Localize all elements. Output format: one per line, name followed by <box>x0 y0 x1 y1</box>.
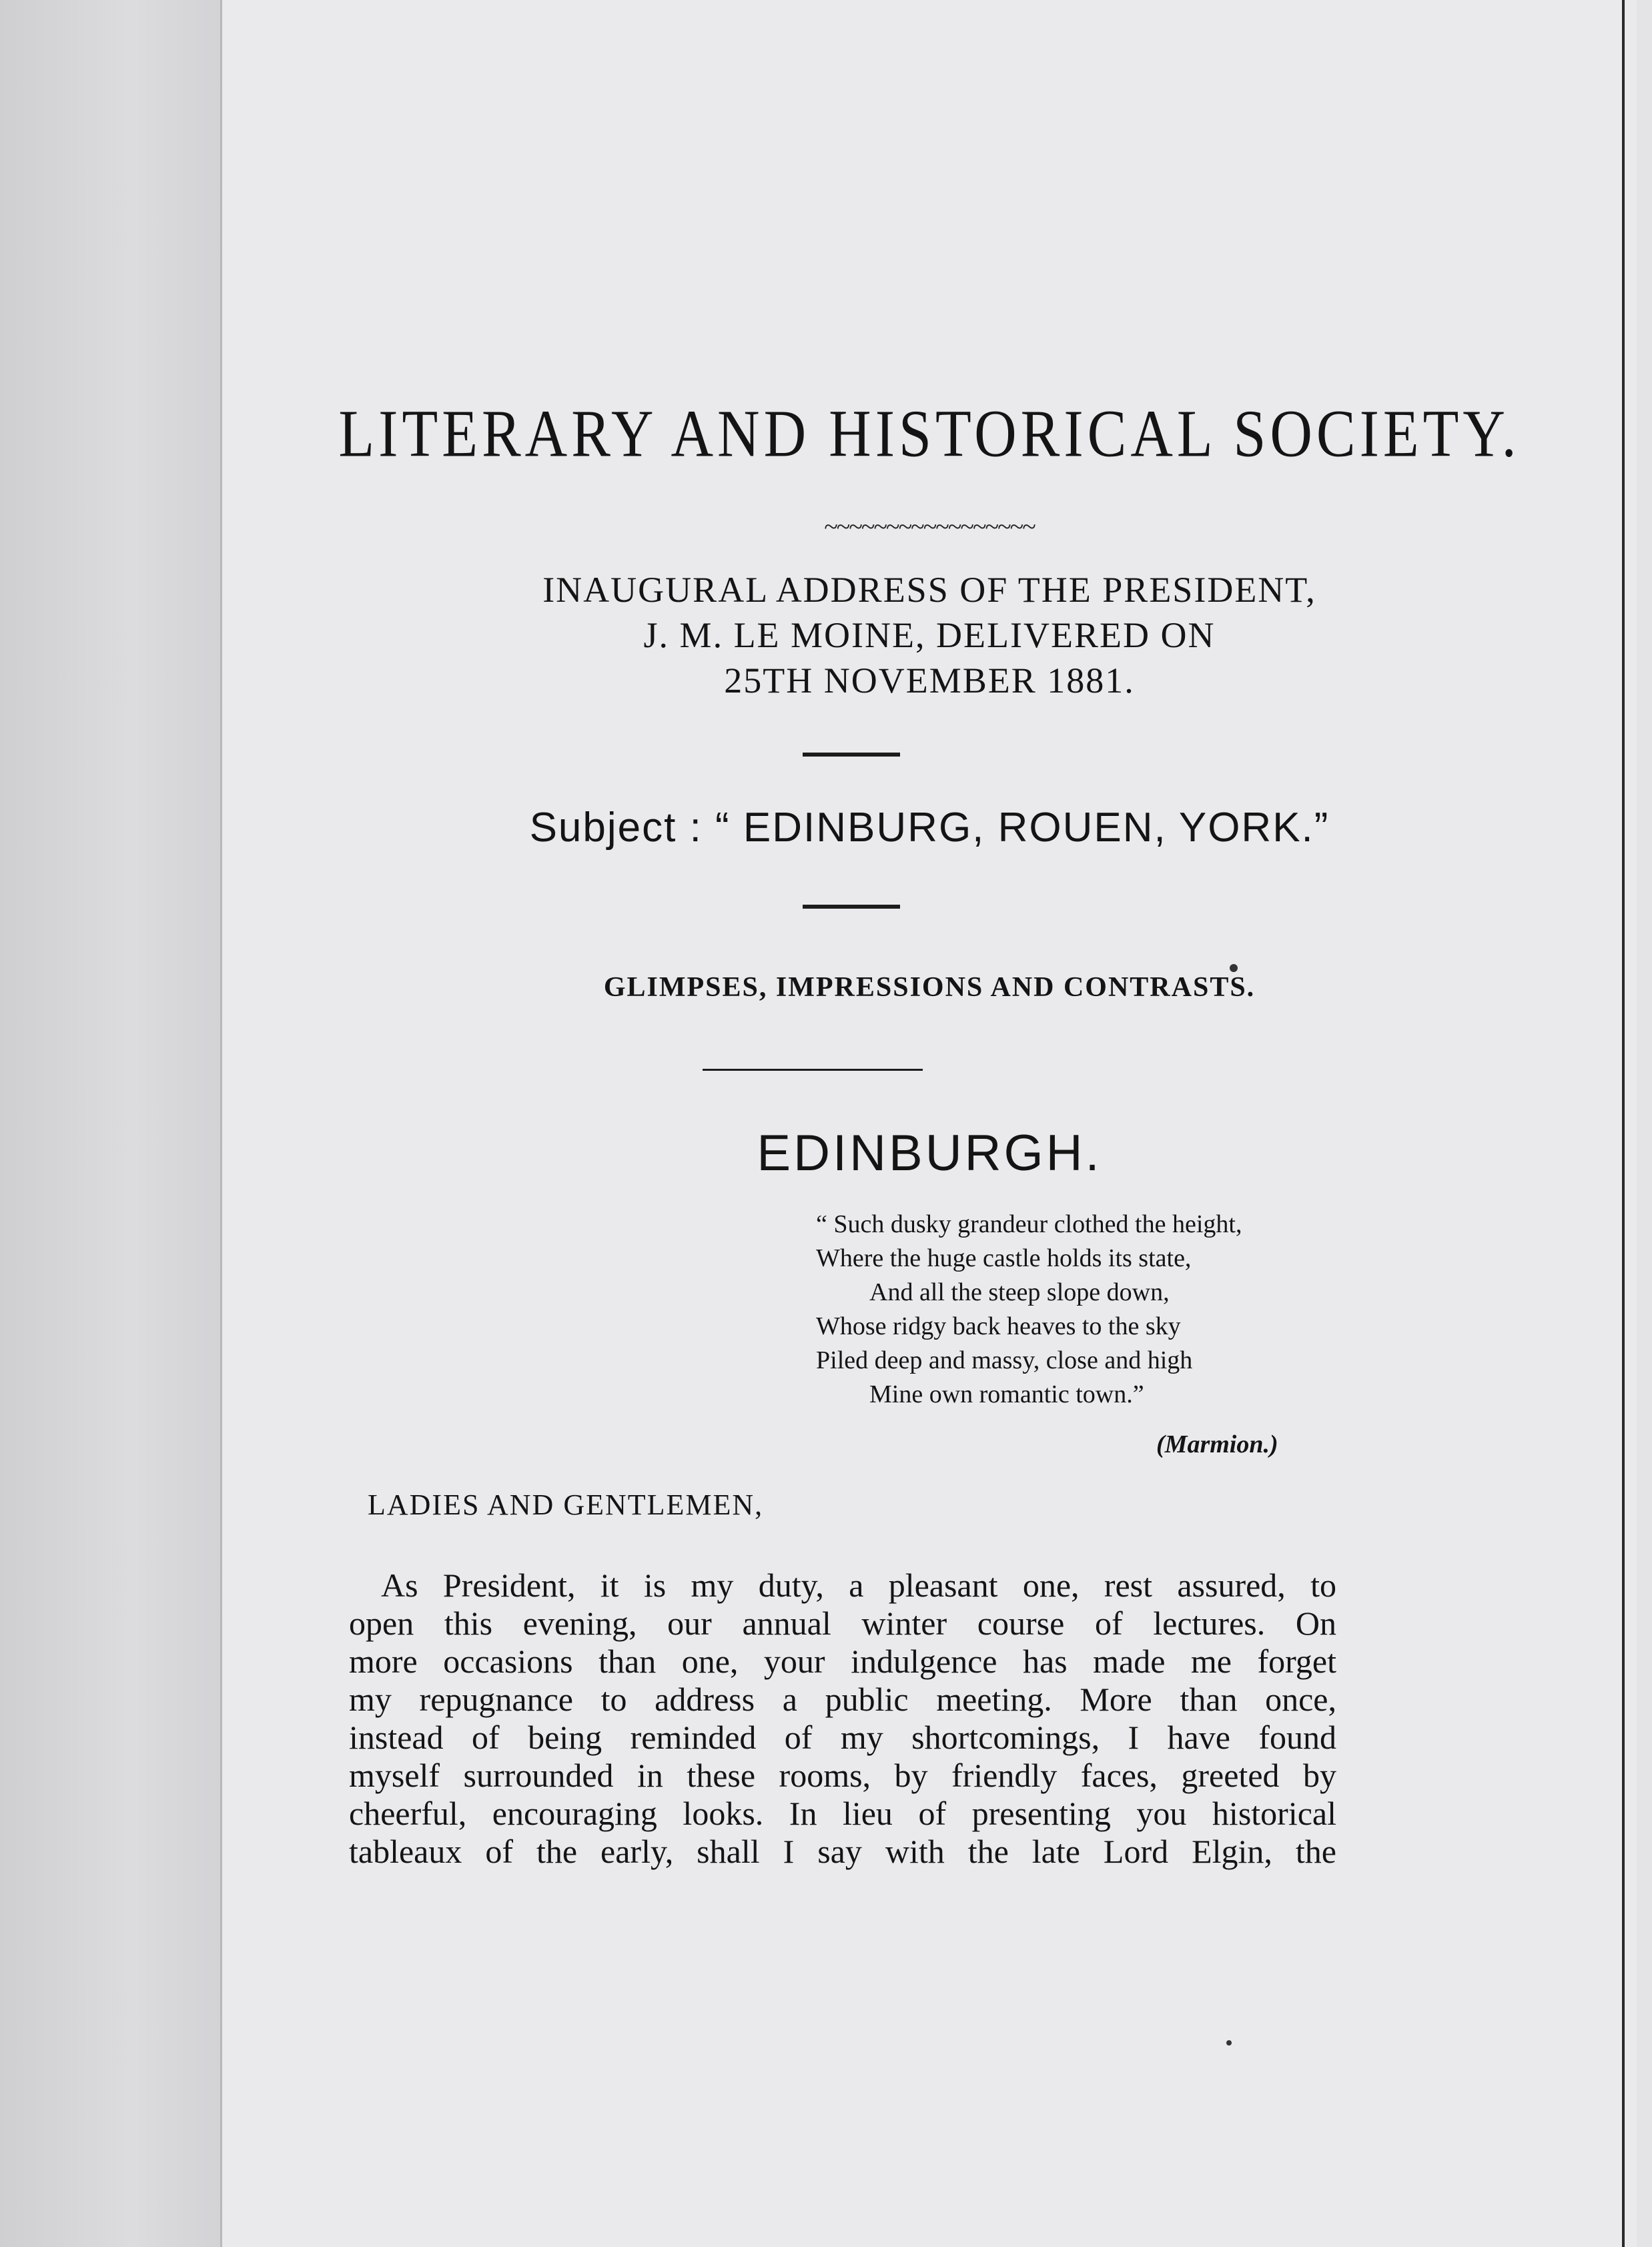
scan-left-margin <box>0 0 220 2247</box>
poem-line: Where the huge castle holds its state, <box>816 1244 1192 1272</box>
body-line: As President, it is my duty, a pleasant one, rest assured, to <box>381 1566 1336 1604</box>
poem-line: Mine own romantic town.” <box>869 1380 1144 1408</box>
document-page <box>220 0 1637 2247</box>
address-line: INAUGURAL ADDRESS OF THE PRESIDENT, <box>542 570 1316 610</box>
salutation: LADIES AND GENTLEMEN, <box>368 1488 764 1521</box>
ornament-divider: ~~~~~~~~~~~~~~~~~ <box>824 513 1035 541</box>
glimpses-subtitle: GLIMPSES, IMPRESSIONS AND CONTRASTS. <box>603 972 1256 1003</box>
body-line: my repugnance to address a public meeting. More than once, <box>349 1681 1336 1718</box>
body-paragraph <box>349 1566 1336 1871</box>
address-line: 25TH NOVEMBER 1881. <box>724 660 1135 701</box>
divider-rule <box>703 1069 923 1071</box>
body-line: more occasions than one, your indulgence has made me forget <box>349 1643 1336 1680</box>
poem-line: And all the steep slope down, <box>869 1278 1170 1306</box>
epigraph-poem <box>816 1208 1242 1412</box>
address-block <box>222 567 1637 703</box>
subject-line: Subject : “ EDINBURG, ROUEN, YORK.” <box>529 805 1330 851</box>
body-line: instead of being reminded of my shortcomings, I have found <box>349 1719 1336 1756</box>
poem-line: Whose ridgy back heaves to the sky <box>816 1312 1181 1340</box>
body-line: cheerful, encouraging looks. In lieu of presenting you historical <box>349 1795 1336 1832</box>
scan-speck <box>1226 2040 1232 2046</box>
poem-attribution: (Marmion.) <box>1156 1430 1278 1458</box>
section-heading: EDINBURGH. <box>757 1125 1102 1182</box>
poem-line: Piled deep and massy, close and high <box>816 1346 1193 1374</box>
address-line: J. M. LE MOINE, DELIVERED ON <box>643 615 1216 655</box>
scan-edge-rule <box>1622 0 1625 2247</box>
body-line: open this evening, our annual winter course of lectures. On <box>349 1605 1336 1642</box>
society-title: LITERARY AND HISTORICAL SOCIETY. <box>338 396 1521 472</box>
divider-rule <box>803 753 900 757</box>
divider-rule <box>803 905 900 909</box>
body-line: myself surrounded in these rooms, by friendly faces, greeted by <box>349 1757 1336 1794</box>
poem-line: “ Such dusky grandeur clothed the height, <box>816 1210 1242 1238</box>
body-line: tableaux of the early, shall I say with the late Lord Elgin, the <box>349 1833 1336 1870</box>
